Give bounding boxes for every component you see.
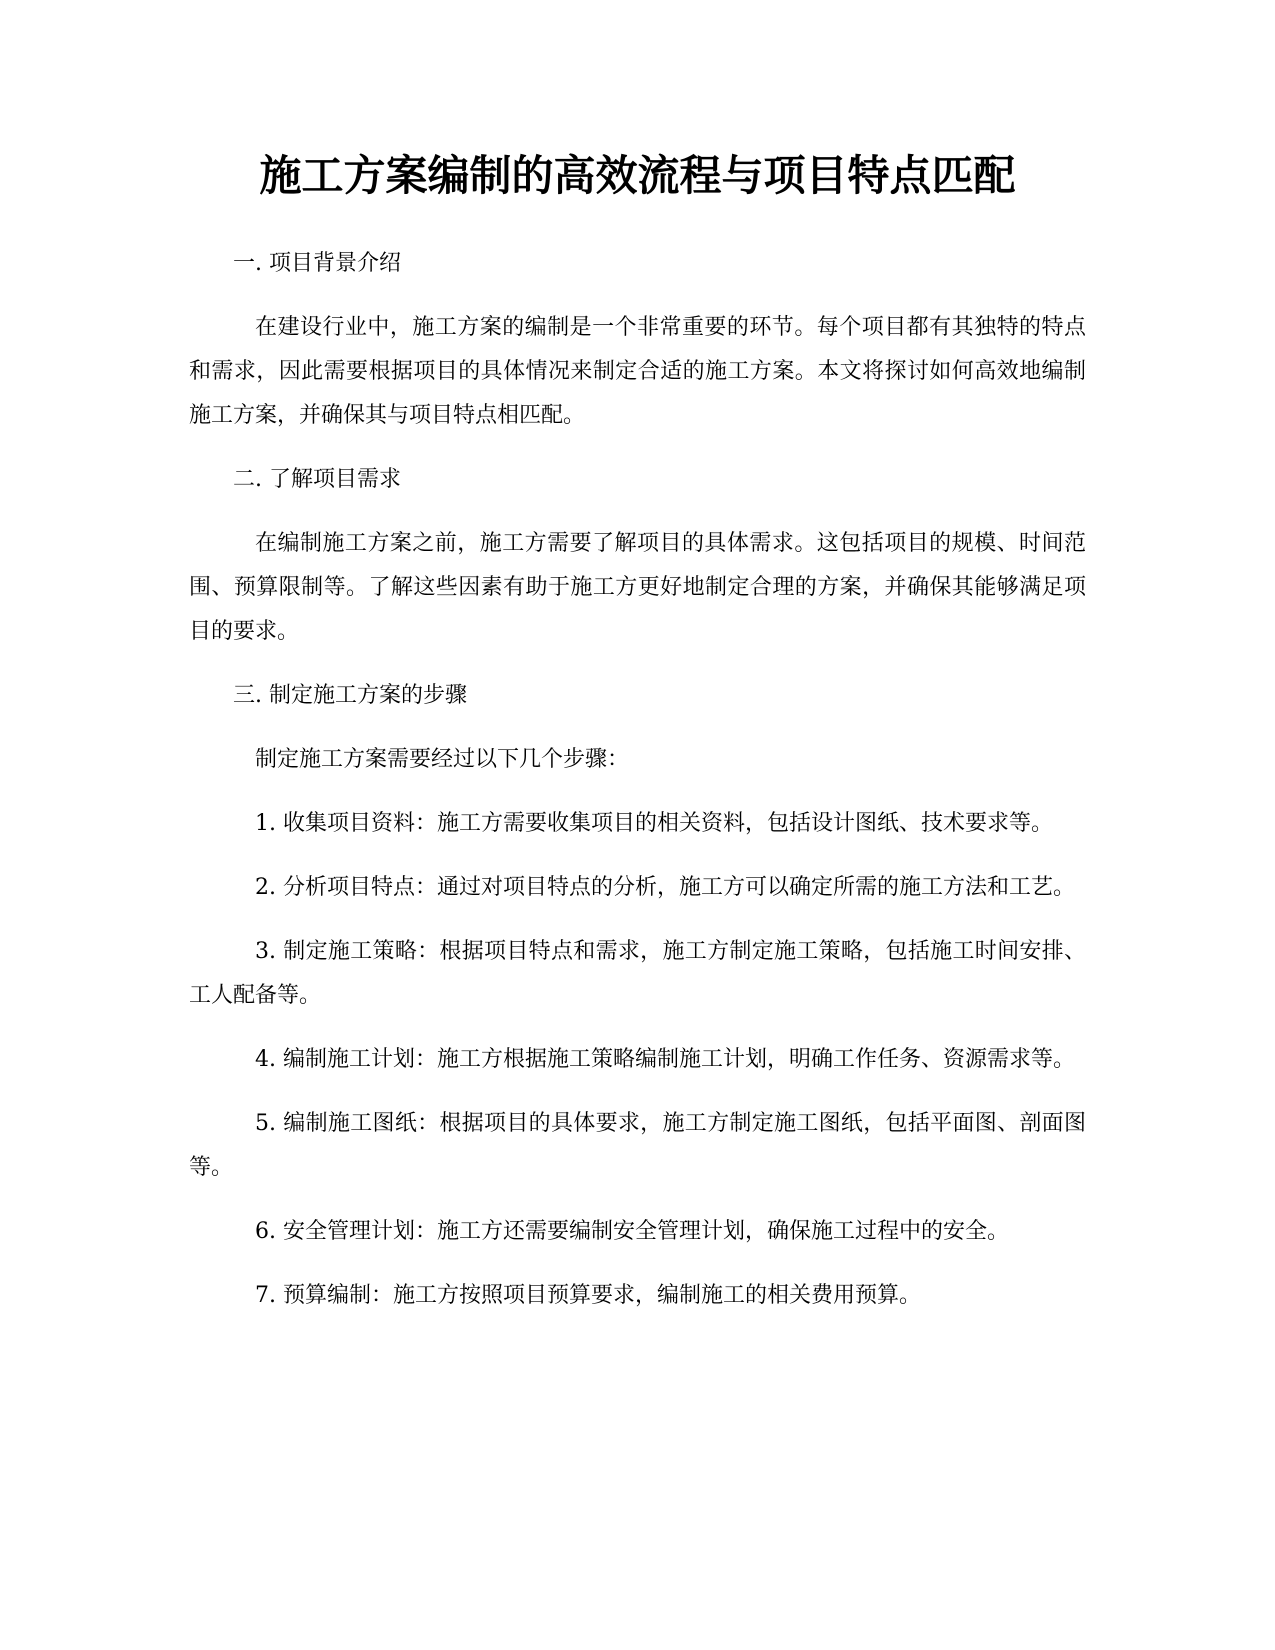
document-title: 施工方案编制的高效流程与项目特点匹配 [259,151,1016,200]
step-item-6: 6. 安全管理计划：施工方还需要编制安全管理计划，确保施工过程中的安全。 [255,1219,1009,1244]
step-item-4: 4. 编制施工计划：施工方根据施工策略编制施工计划，明确工作任务、资源需求等。 [255,1047,1075,1072]
step-item-7: 7. 预算编制：施工方按照项目预算要求，编制施工的相关费用预算。 [255,1283,921,1308]
section-heading-requirements: 二. 了解项目需求 [233,467,401,492]
section-heading-background: 一. 项目背景介绍 [233,251,401,276]
section-heading-steps: 三. 制定施工方案的步骤 [233,683,467,708]
paragraph-background: 在建设行业中，施工方案的编制是一个非常重要的环节。每个项目都有其独特的特点和需求，因此需要根据项目的具体情况来制定合适的施工方案。本文将探讨如何高效地编制施工方案，并确保其与项目特点相匹配。 [189,315,1086,428]
step-item-5: 5. 编制施工图纸：根据项目的具体要求，施工方制定施工图纸，包括平面图、剖面图等。 [189,1111,1086,1180]
paragraph-steps-intro: 制定施工方案需要经过以下几个步骤： [255,747,630,772]
step-item-2: 2. 分析项目特点：通过对项目特点的分析，施工方可以确定所需的施工方法和工艺。 [255,875,1075,900]
document-body [189,242,1086,1338]
paragraph-requirements: 在编制施工方案之前，施工方需要了解项目的具体需求。这包括项目的规模、时间范围、预算限制等。了解这些因素有助于施工方更好地制定合理的方案，并确保其能够满足项目的要求。 [189,531,1086,644]
step-item-3: 3. 制定施工策略：根据项目特点和需求，施工方制定施工策略，包括施工时间安排、工人配备等。 [189,939,1086,1008]
step-item-1: 1. 收集项目资料：施工方需要收集项目的相关资料，包括设计图纸、技术要求等。 [255,811,1053,836]
